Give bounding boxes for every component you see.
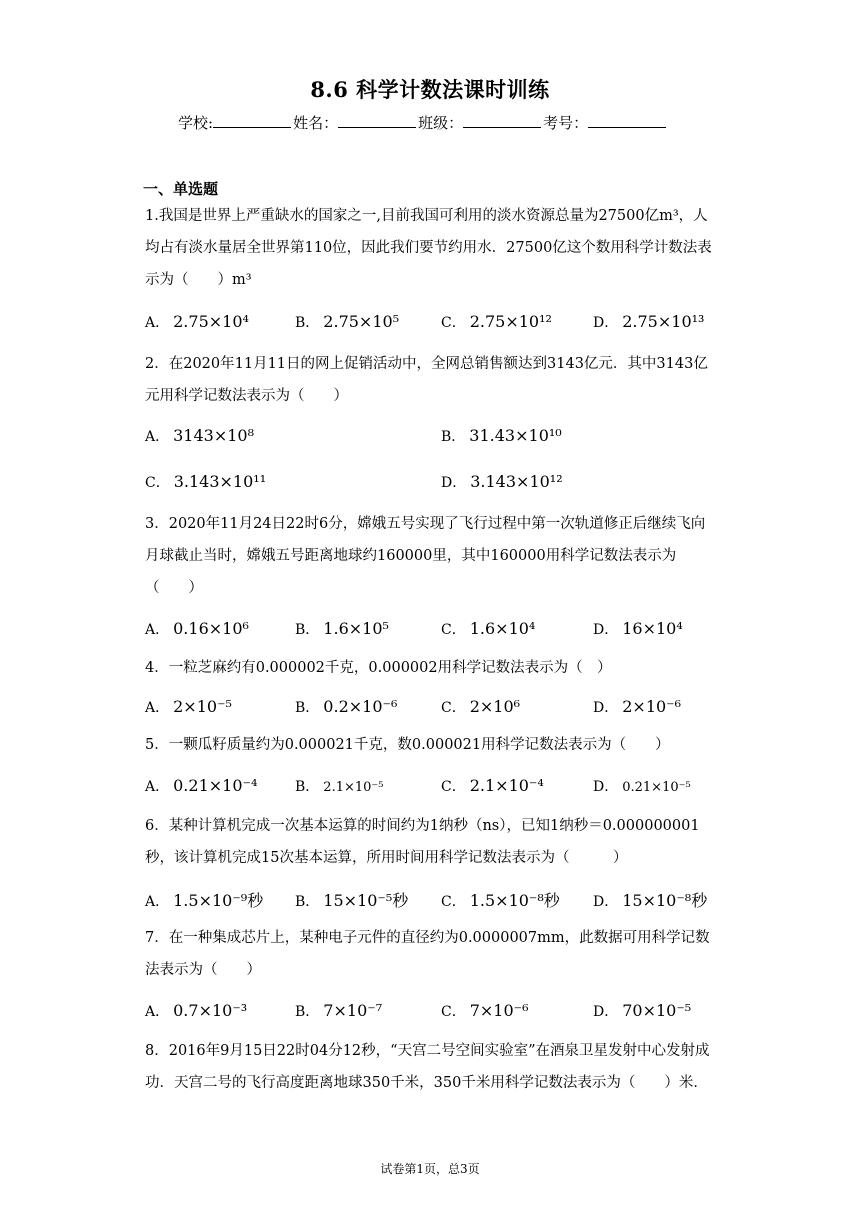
option-d[interactable]: D． 16×10⁴ [593, 619, 683, 638]
option-b-value: 2.1×10⁻⁵ [323, 780, 384, 795]
option-c[interactable]: C． 2×10⁶ [441, 697, 521, 716]
option-b-value: 7×10⁻⁷ [323, 1001, 383, 1020]
school-blank[interactable] [213, 113, 291, 128]
option-c[interactable]: C． 3.143×10¹¹ [145, 472, 267, 491]
option-a-value: 0.7×10⁻³ [173, 1001, 248, 1020]
option-c[interactable]: C． 2.75×10¹² [441, 312, 552, 331]
option-c[interactable]: C． 7×10⁻⁶ [441, 1001, 529, 1020]
question-5-options [145, 776, 717, 806]
option-a[interactable]: A． 0.16×10⁶ [145, 619, 249, 638]
question-4-options [145, 697, 717, 727]
option-d[interactable]: D． 2.75×10¹³ [593, 312, 705, 331]
option-a[interactable]: A． 0.21×10⁻⁴ [145, 776, 258, 795]
student-info-line [178, 112, 668, 133]
option-d-value: 16×10⁴ [622, 619, 683, 638]
question-3-options [145, 619, 717, 649]
name-label: 姓名： [293, 114, 339, 132]
class-label: 班级： [418, 114, 464, 132]
option-c-value: 2.1×10⁻⁴ [469, 776, 544, 795]
option-d-value: 70×10⁻⁵ [622, 1001, 692, 1020]
option-a-value: 1.5×10⁻⁹秒 [173, 891, 264, 910]
option-d-value: 3.143×10¹² [470, 472, 563, 491]
question-3: 3．2020年11月24日22时6分，嫦娥五号实现了飞行过程中第一次轨道修正后继续飞向月球截止当时，嫦娥五号距离地球约160000里，其中160000用科学记数法表示为（ ） [145, 516, 706, 596]
option-b-value: 1.6×10⁵ [323, 619, 389, 638]
option-a-value: 0.16×10⁶ [173, 619, 249, 638]
question-4: 4．一粒芝麻约有0.000002千克，0.000002用科学记数法表示为（ ） [145, 660, 612, 676]
option-d[interactable]: D． 0.21×10⁻⁵ [593, 779, 691, 795]
option-a[interactable]: A． 1.5×10⁻⁹秒 [145, 891, 264, 910]
option-b-value: 2.75×10⁵ [323, 312, 400, 331]
question-6-options [145, 888, 717, 918]
option-b[interactable]: B． 7×10⁻⁷ [295, 1001, 383, 1020]
option-a-value: 3143×10⁸ [173, 426, 255, 445]
option-b[interactable]: B． 1.6×10⁵ [295, 619, 389, 638]
option-d-value: 0.21×10⁻⁵ [622, 780, 691, 795]
option-b[interactable]: B． 0.2×10⁻⁶ [295, 697, 398, 716]
option-d[interactable]: D． 15×10⁻⁸秒 [593, 891, 708, 910]
class-blank[interactable] [463, 113, 541, 128]
option-a-value: 2×10⁻⁵ [173, 697, 232, 716]
option-d[interactable]: D． 2×10⁻⁶ [593, 697, 682, 716]
option-c-value: 2×10⁶ [469, 697, 521, 716]
option-c-value: 7×10⁻⁶ [469, 1001, 529, 1020]
question-5: 5．一颗瓜籽质量约为0.000021千克，数0.000021用科学记数法表示为（ ） [145, 737, 670, 753]
question-2: 2．在2020年11月11日的网上促销活动中，全网总销售额达到3143亿元．其中3143亿元用科学记数法表示为（ ） [145, 356, 708, 404]
option-b-value: 15×10⁻⁵秒 [323, 891, 409, 910]
option-a[interactable]: A． 2×10⁻⁵ [145, 697, 232, 716]
option-a-value: 2.75×10⁴ [173, 312, 249, 331]
option-b[interactable]: B． 31.43×10¹⁰ [441, 426, 562, 445]
option-d[interactable]: D． 70×10⁻⁵ [593, 1001, 692, 1020]
option-d-value: 2.75×10¹³ [622, 312, 705, 331]
question-2-options-row-2 [145, 472, 717, 502]
option-c[interactable]: C． 1.5×10⁻⁸秒 [441, 891, 560, 910]
option-a[interactable]: A． 3143×10⁸ [145, 426, 255, 445]
school-label: 学校: [178, 114, 214, 132]
option-b-value: 31.43×10¹⁰ [469, 426, 562, 445]
question-1: 1.我国是世界上严重缺水的国家之一,目前我国可利用的淡水资源总量为27500亿m³，人均占有淡水量居全世界第110位，因此我们要节约用水．27500亿这个数用科学计数法表示为（ ）m³ [145, 208, 712, 288]
exam-number-label: 考号： [543, 114, 589, 132]
option-c[interactable]: C． 1.6×10⁴ [441, 619, 536, 638]
option-b-value: 0.2×10⁻⁶ [323, 697, 398, 716]
option-c-value: 3.143×10¹¹ [173, 472, 267, 491]
question-6: 6．某种计算机完成一次基本运算的时间约为1纳秒（ns），已知1纳秒＝0.000000001秒，该计算机完成15次基本运算，所用时间用科学记数法表示为（ ） [145, 818, 700, 866]
option-a-value: 0.21×10⁻⁴ [173, 776, 258, 795]
exam-number-blank[interactable] [588, 113, 666, 128]
option-b[interactable]: B． 2.75×10⁵ [295, 312, 400, 331]
page-footer: 试卷第1页，总3页 [380, 1162, 480, 1176]
option-c[interactable]: C． 2.1×10⁻⁴ [441, 776, 544, 795]
question-1-options [145, 312, 717, 342]
option-b[interactable]: B． 2.1×10⁻⁵ [295, 779, 384, 795]
name-blank[interactable] [338, 113, 416, 128]
option-b[interactable]: B． 15×10⁻⁵秒 [295, 891, 409, 910]
option-c-value: 1.6×10⁴ [469, 619, 536, 638]
question-7: 7．在一种集成芯片上，某种电子元件的直径约为0.0000007mm，此数据可用科学记数法表示为（ ） [145, 930, 710, 978]
question-2-options-row-1 [145, 426, 717, 456]
option-c-value: 1.5×10⁻⁸秒 [469, 891, 560, 910]
option-a[interactable]: A． 2.75×10⁴ [145, 312, 249, 331]
option-c-value: 2.75×10¹² [469, 312, 552, 331]
option-d-value: 2×10⁻⁶ [622, 697, 682, 716]
question-8: 8．2016年9月15日22时04分12秒，“天宫二号空间实验室”在酒泉卫星发射中心发射成功．天宫二号的飞行高度距离地球350千米，350千米用科学记数法表示为（ ）米． [145, 1043, 710, 1091]
section-heading: 一、单选题 [143, 180, 219, 198]
option-a[interactable]: A． 0.7×10⁻³ [145, 1001, 248, 1020]
option-d-value: 15×10⁻⁸秒 [622, 891, 708, 910]
page-title: 8.6 科学计数法课时训练 [310, 77, 550, 102]
question-7-options [145, 1001, 717, 1031]
option-d[interactable]: D． 3.143×10¹² [441, 472, 563, 491]
